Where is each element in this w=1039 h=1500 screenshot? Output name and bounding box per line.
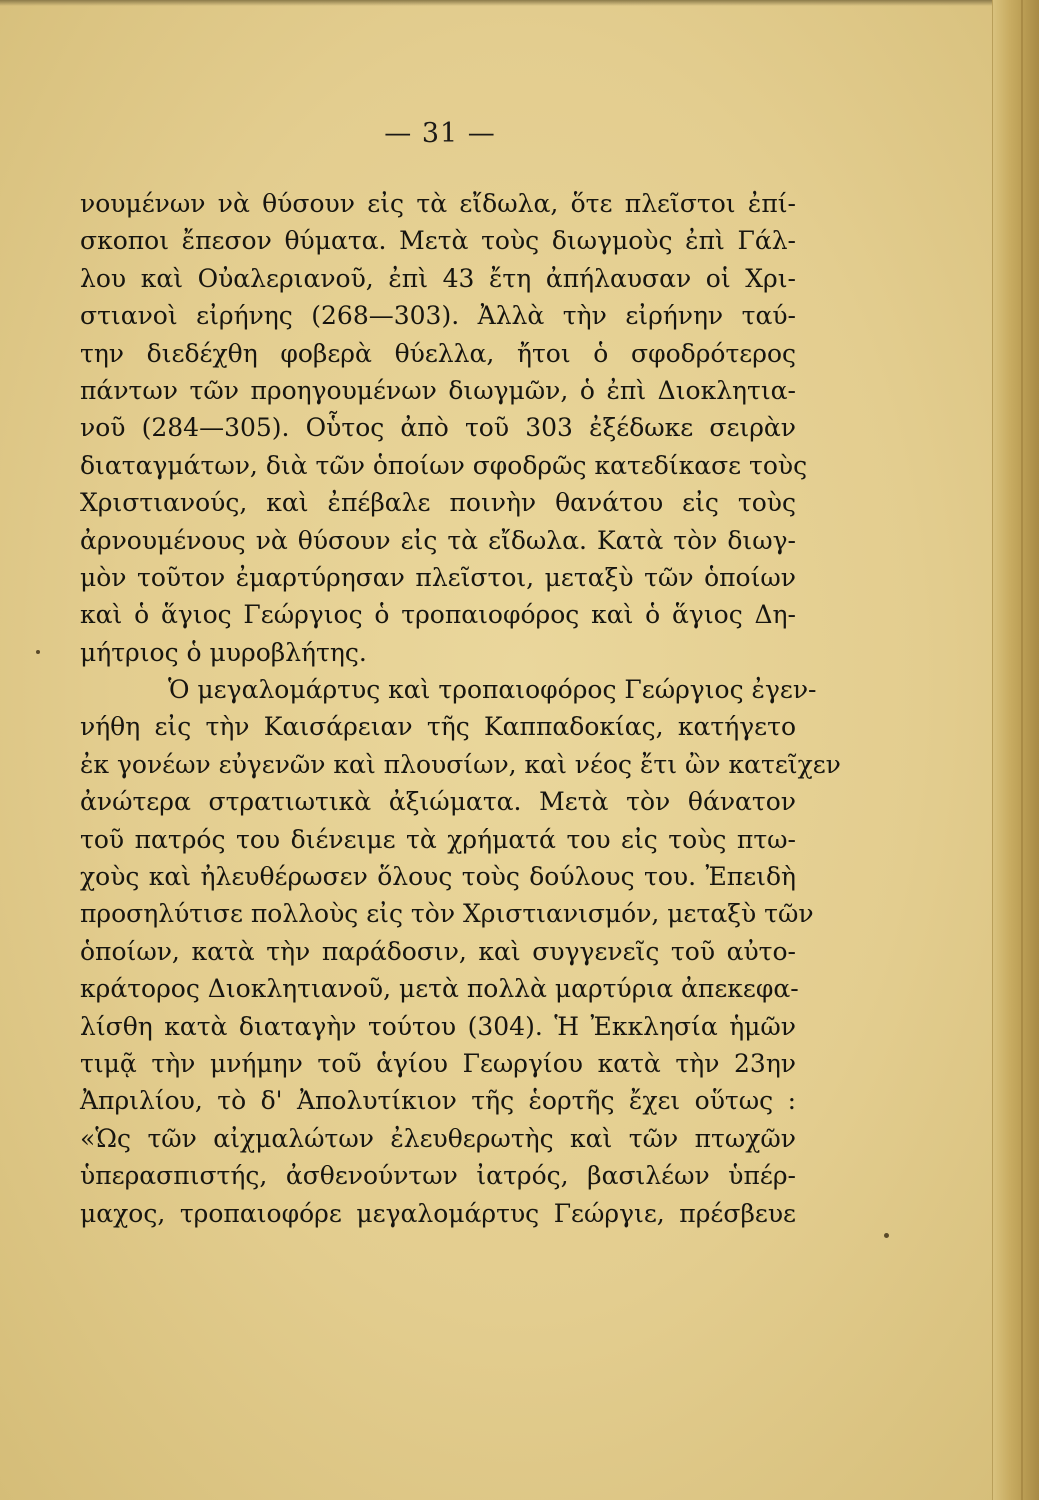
- text-line: κράτορος Διοκλητιανοῦ, μετὰ πολλὰ μαρτύρια ἀπεκεφα-: [80, 974, 799, 1004]
- text-line: ὑπερασπιστής, ἀσθενούντων ἰατρός, βασιλέων ὑπέρ-: [80, 1161, 796, 1191]
- body-text: [80, 185, 841, 1232]
- text-line: τοῦ πατρός του διένειμε τὰ χρήματά του εἰς τοὺς πτω-: [80, 824, 796, 854]
- text-line: προσηλύτισε πολλοὺς εἰς τὸν Χριστιανισμόν, μεταξὺ τῶν: [80, 899, 814, 929]
- text-line: νοῦ (284—305). Οὗτος ἀπὸ τοῦ 303 ἐξέδωκε σειρὰν: [80, 413, 796, 443]
- text-line-paragraph-start: Ὁ μεγαλομάρτυς καὶ τροπαιοφόρος Γεώργιος ἐγεν-: [168, 675, 817, 705]
- paper-speck: [36, 650, 40, 654]
- page-edge-fold: [1021, 0, 1023, 1500]
- text-line: τιμᾷ τὴν μνήμην τοῦ ἁγίου Γεωργίου κατὰ τὴν 23ην: [80, 1048, 796, 1078]
- text-line: μαχος, τροπαιοφόρε μεγαλομάρτυς Γεώργιε, πρέσβευε: [80, 1198, 796, 1228]
- text-line: στιανοὶ εἰρήνης (268—303). Ἀλλὰ τὴν εἰρήνην ταύ-: [80, 301, 796, 331]
- text-line: χοὺς καὶ ἠλευθέρωσεν ὅλους τοὺς δούλους του. Ἐπειδὴ: [80, 862, 796, 892]
- text-line: λίσθη κατὰ διαταγὴν τούτου (304). Ἡ Ἐκκλησία ἡμῶν: [80, 1011, 796, 1041]
- text-line: ἀνώτερα στρατιωτικὰ ἀξιώματα. Μετὰ τὸν θάνατον: [80, 787, 796, 817]
- text-line: «Ὡς τῶν αἰχμαλώτων ἐλευθερωτὴς καὶ τῶν πτωχῶν: [80, 1123, 796, 1153]
- text-line: ἐκ γονέων εὐγενῶν καὶ πλουσίων, καὶ νέος ἔτι ὢν κατεῖχεν: [80, 749, 841, 779]
- text-line: σκοποι ἔπεσον θύματα. Μετὰ τοὺς διωγμοὺς ἐπὶ Γάλ-: [80, 226, 796, 256]
- text-line: ὁποίων, κατὰ τὴν παράδοσιν, καὶ συγγενεῖς τοῦ αὐτο-: [80, 936, 796, 966]
- text-line: Ἀπριλίου, τὸ δ' Ἀπολυτίκιον τῆς ἑορτῆς ἔχει οὕτως :: [80, 1086, 796, 1116]
- text-line: πάντων τῶν προηγουμένων διωγμῶν, ὁ ἐπὶ Διοκλητια-: [80, 375, 796, 405]
- text-line: νήθη εἰς τὴν Καισάρειαν τῆς Καππαδοκίας, κατήγετο: [80, 712, 796, 742]
- text-line: διαταγμάτων, διὰ τῶν ὁποίων σφοδρῶς κατεδίκασε τοὺς: [80, 450, 808, 480]
- text-line: ἀρνουμένους νὰ θύσουν εἰς τὰ εἴδωλα. Κατὰ τὸν διωγ-: [80, 525, 796, 555]
- text-line: Χριστιανούς, καὶ ἐπέβαλε ποινὴν θανάτου εἰς τοὺς: [80, 488, 796, 518]
- text-line: καὶ ὁ ἅγιος Γεώργιος ὁ τροπαιοφόρος καὶ ὁ ἅγιος Δη-: [80, 600, 796, 630]
- page-top-shadow: [0, 0, 1039, 6]
- page-right-edge: [992, 0, 1039, 1500]
- text-line: νουμένων νὰ θύσουν εἰς τὰ εἴδωλα, ὅτε πλεῖστοι ἐπί-: [80, 189, 796, 218]
- text-line: μὸν τοῦτον ἐμαρτύρησαν πλεῖστοι, μεταξὺ τῶν ὁποίων: [80, 562, 796, 592]
- page-number: — 31 —: [384, 118, 496, 149]
- text-line-paragraph-end: μήτριος ὁ μυροβλήτης.: [80, 637, 367, 667]
- paper-speck: [884, 1233, 889, 1238]
- text-line: την διεδέχθη φοβερὰ θύελλα, ἤτοι ὁ σφοδρότερος: [80, 338, 796, 368]
- text-line: λου καὶ Οὐαλεριανοῦ, ἐπὶ 43 ἔτη ἀπήλαυσαν οἱ Χρι-: [80, 263, 796, 293]
